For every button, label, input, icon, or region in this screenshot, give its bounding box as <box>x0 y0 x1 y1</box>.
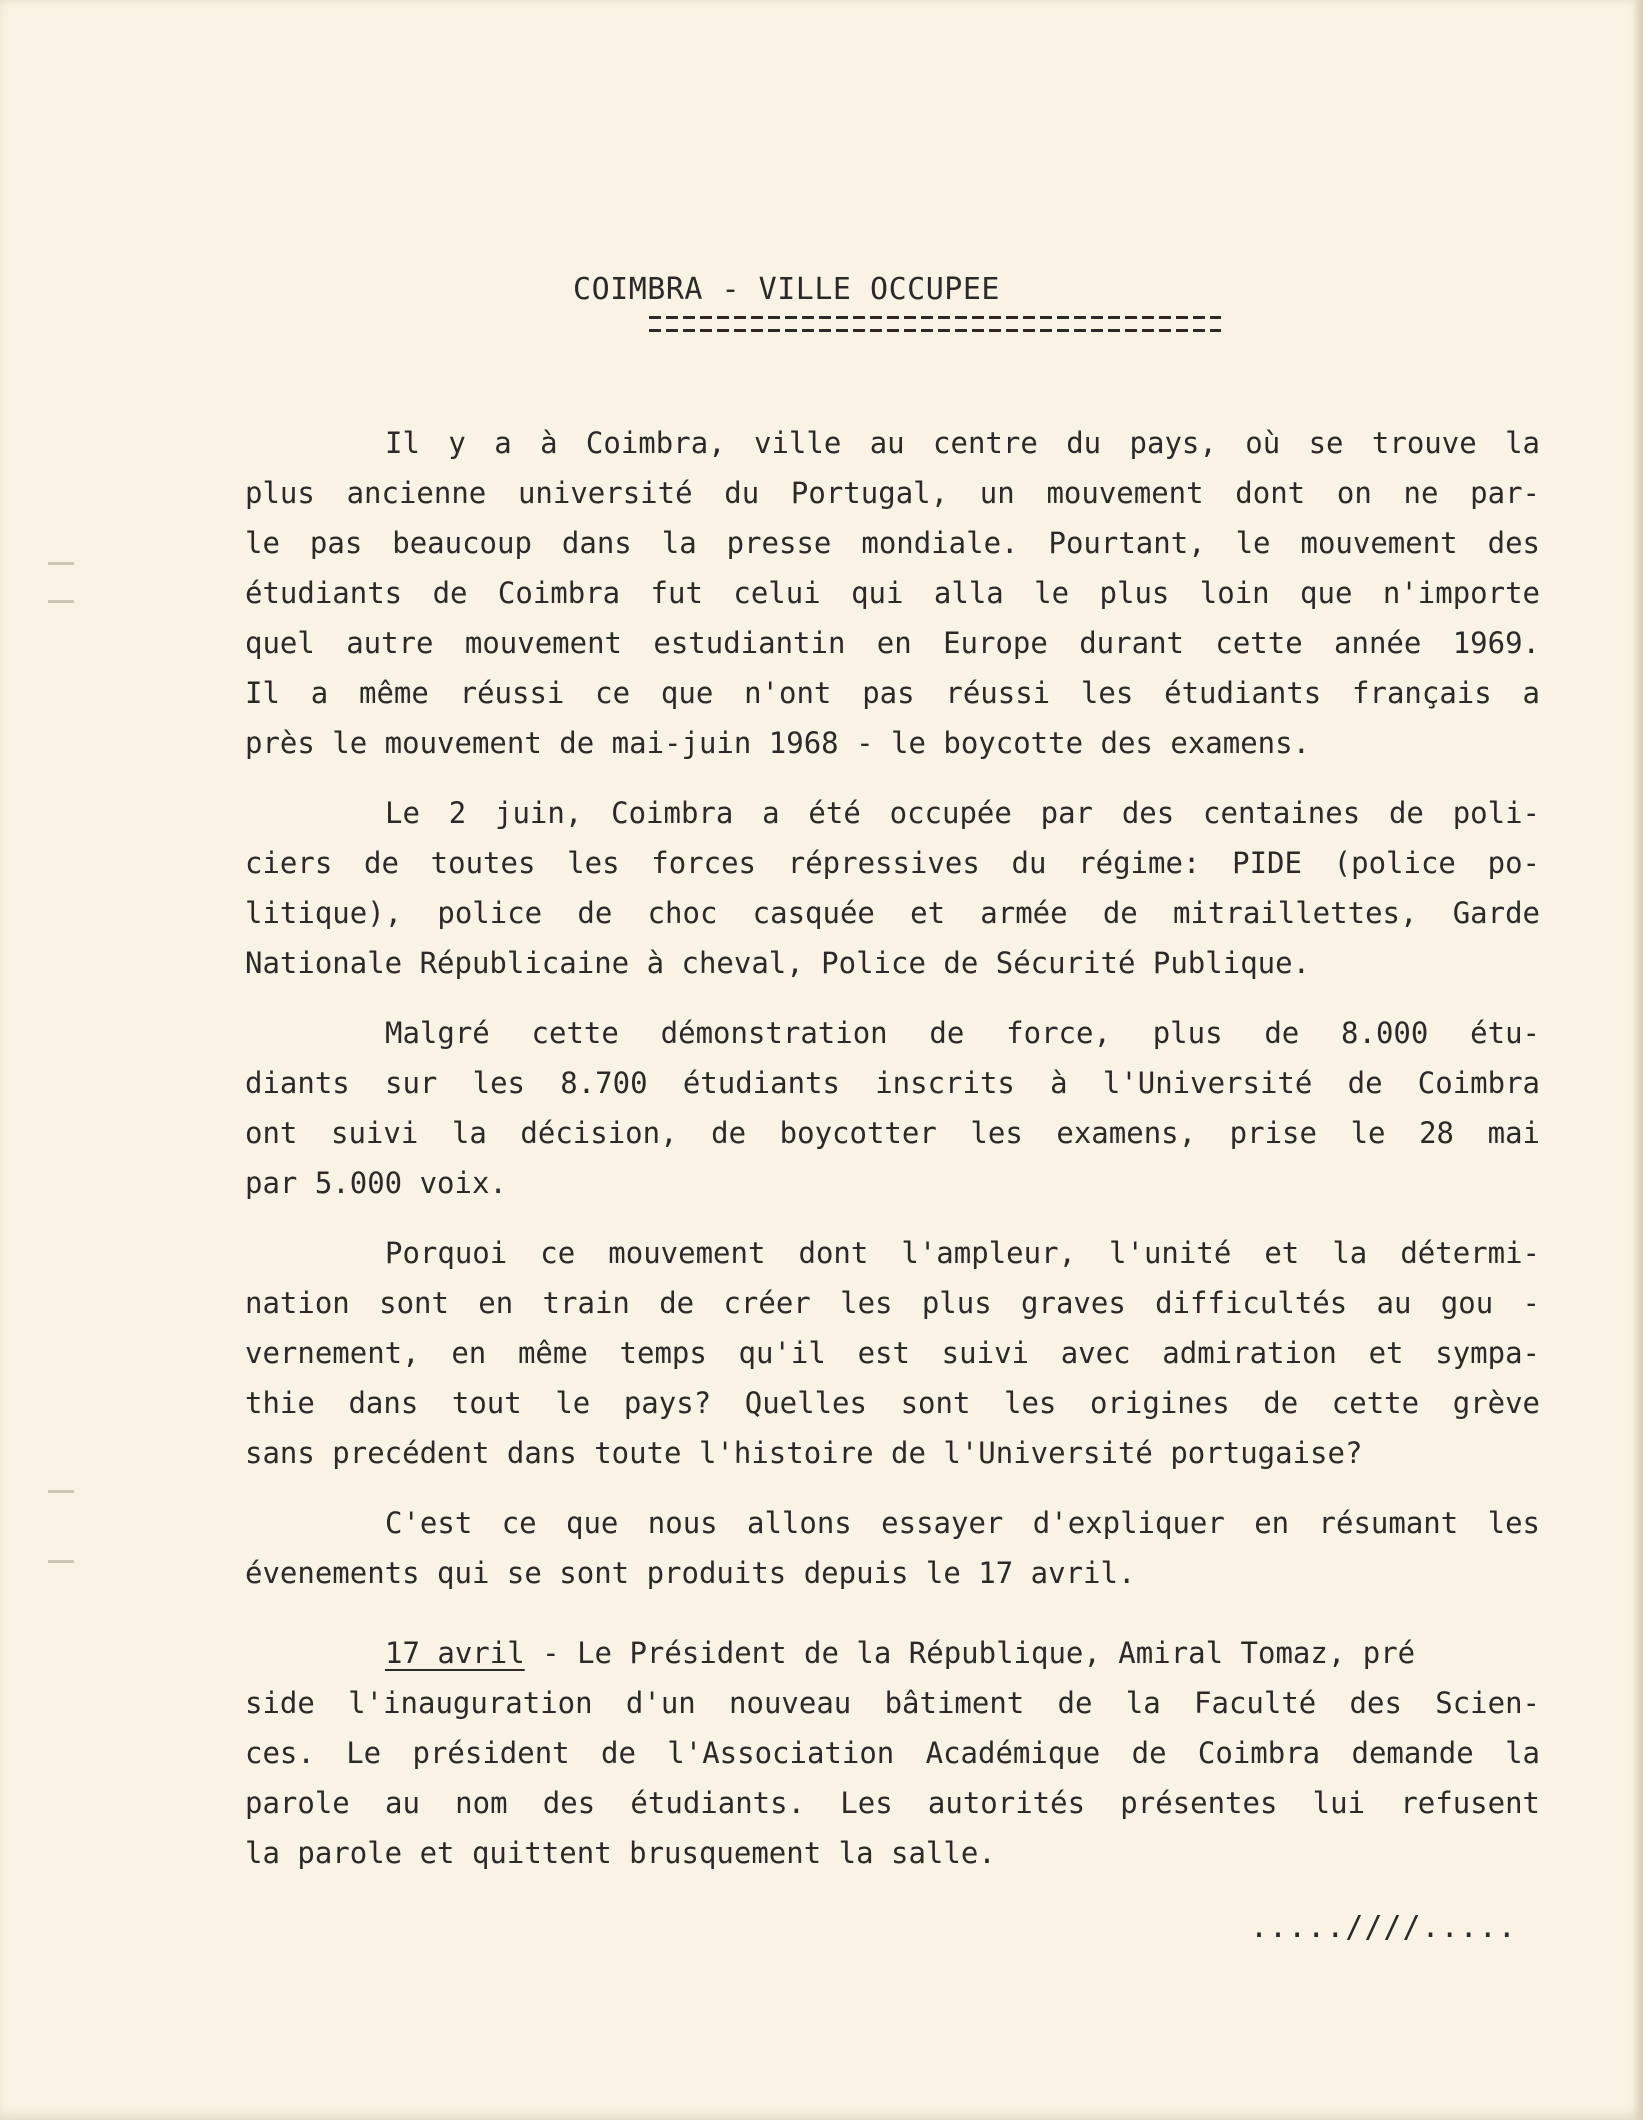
text-line: sans precédent dans toute l'histoire de l'Université portugaise? <box>245 1436 1363 1470</box>
margin-mark <box>48 1560 74 1563</box>
text-line: vernement, en même temps qu'il est suivi avec admiration et sympa- <box>245 1336 1540 1370</box>
margin-mark <box>48 562 74 565</box>
text-line: quel autre mouvement estudiantin en Europe durant cette année 1969. <box>245 626 1540 660</box>
text-line: par 5.000 voix. <box>245 1166 507 1200</box>
text-line: Porquoi ce mouvement dont l'ampleur, l'unité et la détermi- <box>385 1236 1540 1270</box>
text-line: ciers de toutes les forces répressives du régime: PIDE (police po- <box>245 846 1540 880</box>
document-title: COIMBRA - VILLE OCCUPEE <box>573 272 1000 307</box>
text-line: près le mouvement de mai-juin 1968 - le boycotte des examens. <box>245 726 1311 760</box>
text-line: ont suivi la décision, de boycotter les examens, prise le 28 mai <box>245 1116 1540 1150</box>
text-line: étudiants de Coimbra fut celui qui alla le plus loin que n'importe <box>245 576 1540 610</box>
entry-date: 17 avril <box>385 1636 525 1670</box>
text-line: side l'inauguration d'un nouveau bâtiment de la Faculté des Scien- <box>245 1686 1540 1720</box>
text-line: parole au nom des étudiants. Les autorités présentes lui refusent <box>245 1786 1540 1820</box>
text-line: Il y a à Coimbra, ville au centre du pays, où se trouve la <box>385 426 1540 460</box>
title-double-underline <box>649 316 1221 332</box>
entry-text: - Le Président de la République, Amiral Tomaz, pré <box>524 1636 1416 1670</box>
text-line: plus ancienne université du Portugal, un mouvement dont on ne par- <box>245 476 1540 510</box>
text-line: ces. Le président de l'Association Académique de Coimbra demande la <box>245 1736 1540 1770</box>
margin-mark <box>48 600 74 603</box>
text-line: le pas beaucoup dans la presse mondiale. Pourtant, le mouvement des <box>245 526 1540 560</box>
text-line: thie dans tout le pays? Quelles sont les origines de cette grève <box>245 1386 1540 1420</box>
text-line: C'est ce que nous allons essayer d'expliquer en résumant les <box>385 1506 1540 1540</box>
text-line: Malgré cette démonstration de force, plus de 8.000 étu- <box>385 1016 1540 1050</box>
page-edge-shadow <box>1633 0 1643 2120</box>
continuation-marker: .....////..... <box>1250 1910 1517 1945</box>
text-line: Il a même réussi ce que n'ont pas réussi les étudiants français a <box>245 676 1540 710</box>
text-line: la parole et quittent brusquement la salle. <box>245 1836 996 1870</box>
text-line: évenements qui se sont produits depuis le 17 avril. <box>245 1556 1136 1590</box>
text-line: Le 2 juin, Coimbra a été occupée par des centaines de poli- <box>385 796 1540 830</box>
dated-entry-first-line <box>385 1628 1540 1678</box>
margin-mark <box>48 1490 74 1493</box>
text-line: diants sur les 8.700 étudiants inscrits à l'Université de Coimbra <box>245 1066 1540 1100</box>
text-line: nation sont en train de créer les plus graves difficultés au gou - <box>245 1286 1540 1320</box>
text-line: Nationale Républicaine à cheval, Police de Sécurité Publique. <box>245 946 1311 980</box>
text-line: litique), police de choc casquée et armée de mitraillettes, Garde <box>245 896 1540 930</box>
